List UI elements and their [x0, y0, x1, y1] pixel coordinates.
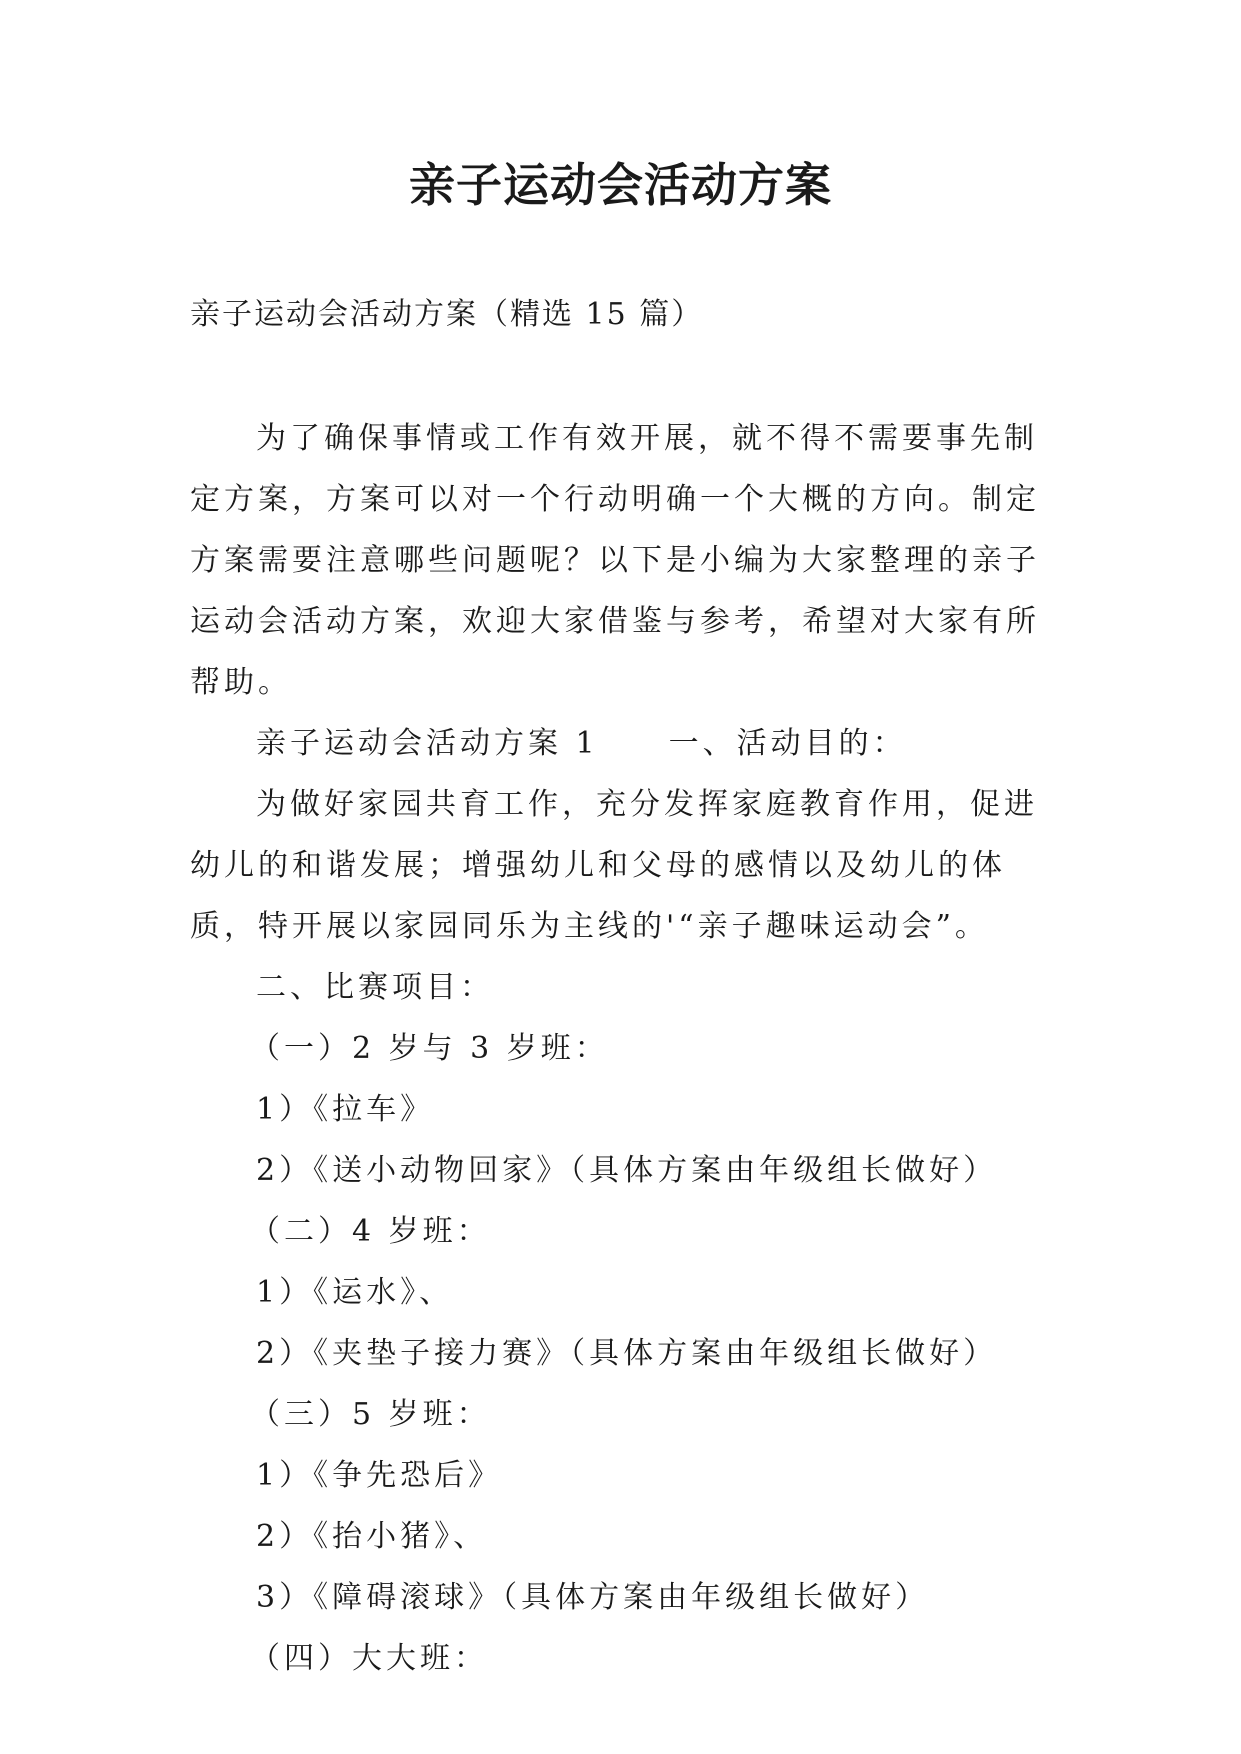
group2-item-2: 2）《夹垫子接力赛》（具体方案由年级组长做好） [256, 1336, 998, 1371]
section-heading-line [190, 713, 1070, 774]
document-title: 亲子运动会活动方案 [409, 158, 832, 212]
group4-heading: （四）大大班： [250, 1641, 488, 1676]
group3-item-1: 1）《争先恐后》 [256, 1458, 503, 1493]
section-heading: 亲子运动会活动方案 1 [256, 726, 599, 761]
intro-paragraph: 为了确保事情或工作有效开展，就不得不需要事先制定方案，方案可以对一个行动明确一个大概的方向。制定方案需要注意哪些问题呢？以下是小编为大家整理的亲子运动会活动方案，欢迎大家借鉴与参考，希望对大家有所帮助。 [190, 421, 1040, 700]
events-heading: 二、比赛项目： [256, 970, 494, 1005]
group3-item-3: 3）《障碍滚球》（具体方案由年级组长做好） [256, 1580, 930, 1615]
group1-heading: （一）2 岁与 3 岁班： [250, 1031, 609, 1066]
group2-heading: （二）4 岁班： [250, 1214, 491, 1249]
document-body [190, 408, 1070, 1689]
group3-heading: （三）5 岁班： [250, 1397, 491, 1432]
purpose-paragraph: 为做好家园共育工作，充分发挥家庭教育作用，促进幼儿的和谐发展；增强幼儿和父母的感情以及幼儿的体质，特开展以家园同乐为主线的'“亲子趣味运动会”。 [190, 787, 1038, 944]
purpose-heading: 一、活动目的： [668, 726, 907, 761]
group2-item-1: 1）《运水》、 [256, 1275, 454, 1310]
group3-item-2: 2）《抬小猪》、 [256, 1519, 488, 1554]
document-subtitle: 亲子运动会活动方案（精选 15 篇） [190, 297, 704, 332]
group1-item-2: 2）《送小动物回家》（具体方案由年级组长做好） [256, 1153, 998, 1188]
group1-item-1: 1）《拉车》 [256, 1092, 435, 1127]
